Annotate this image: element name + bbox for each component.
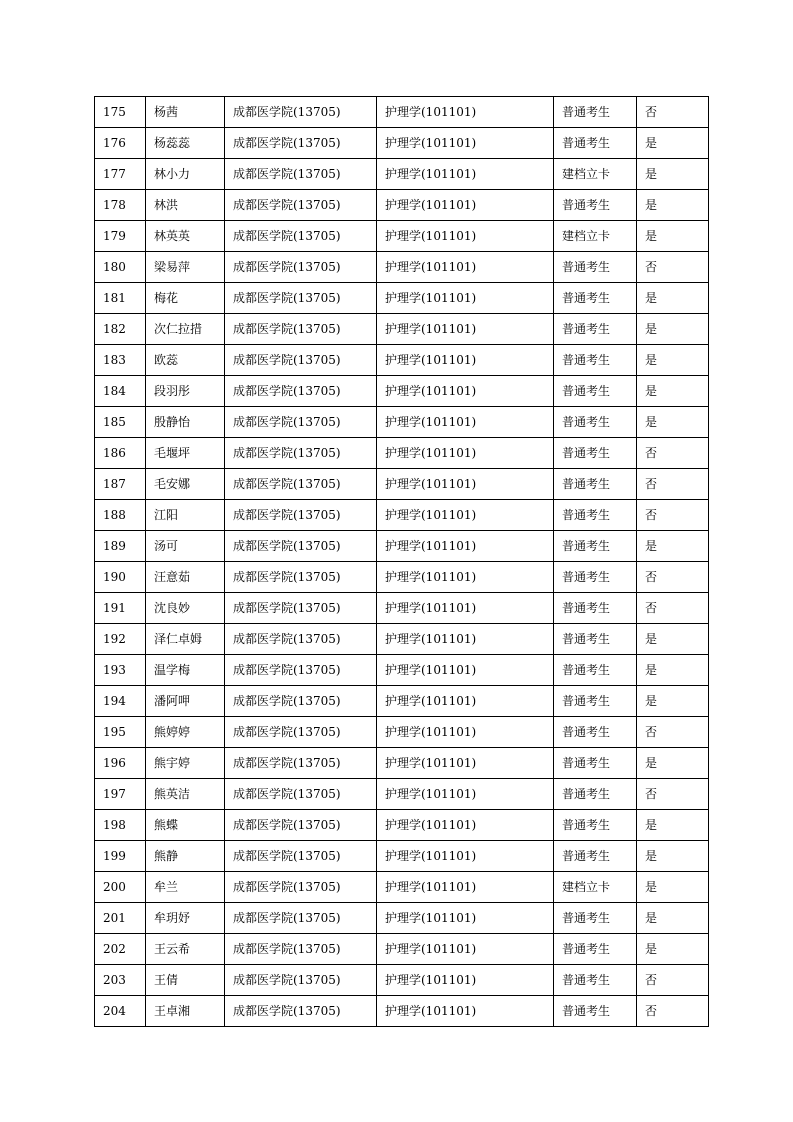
major-cell: 护理学(101101) bbox=[377, 717, 554, 748]
flag-cell: 否 bbox=[637, 500, 709, 531]
major-cell: 护理学(101101) bbox=[377, 221, 554, 252]
major-cell: 护理学(101101) bbox=[377, 872, 554, 903]
school-cell: 成都医学院(13705) bbox=[225, 376, 377, 407]
category-cell: 建档立卡 bbox=[554, 872, 637, 903]
row-number-cell: 181 bbox=[95, 283, 146, 314]
category-cell: 普通考生 bbox=[554, 934, 637, 965]
category-cell: 普通考生 bbox=[554, 345, 637, 376]
row-number-cell: 198 bbox=[95, 810, 146, 841]
major-cell: 护理学(101101) bbox=[377, 562, 554, 593]
flag-cell: 是 bbox=[637, 903, 709, 934]
row-number-cell: 179 bbox=[95, 221, 146, 252]
student-name-cell: 梅花 bbox=[146, 283, 225, 314]
table-row bbox=[95, 562, 709, 593]
row-number-cell: 193 bbox=[95, 655, 146, 686]
major-cell: 护理学(101101) bbox=[377, 593, 554, 624]
category-cell: 普通考生 bbox=[554, 376, 637, 407]
table-row bbox=[95, 624, 709, 655]
flag-cell: 是 bbox=[637, 810, 709, 841]
major-cell: 护理学(101101) bbox=[377, 686, 554, 717]
school-cell: 成都医学院(13705) bbox=[225, 686, 377, 717]
row-number-cell: 190 bbox=[95, 562, 146, 593]
flag-cell: 是 bbox=[637, 655, 709, 686]
table-row bbox=[95, 97, 709, 128]
row-number-cell: 183 bbox=[95, 345, 146, 376]
student-name-cell: 王卓湘 bbox=[146, 996, 225, 1027]
student-name-cell: 次仁拉措 bbox=[146, 314, 225, 345]
student-name-cell: 林小力 bbox=[146, 159, 225, 190]
flag-cell: 是 bbox=[637, 872, 709, 903]
flag-cell: 否 bbox=[637, 469, 709, 500]
row-number-cell: 187 bbox=[95, 469, 146, 500]
student-name-cell: 泽仁卓姆 bbox=[146, 624, 225, 655]
student-name-cell: 梁易萍 bbox=[146, 252, 225, 283]
category-cell: 普通考生 bbox=[554, 314, 637, 345]
row-number-cell: 189 bbox=[95, 531, 146, 562]
flag-cell: 否 bbox=[637, 593, 709, 624]
major-cell: 护理学(101101) bbox=[377, 97, 554, 128]
category-cell: 普通考生 bbox=[554, 252, 637, 283]
major-cell: 护理学(101101) bbox=[377, 779, 554, 810]
school-cell: 成都医学院(13705) bbox=[225, 221, 377, 252]
major-cell: 护理学(101101) bbox=[377, 314, 554, 345]
flag-cell: 否 bbox=[637, 438, 709, 469]
school-cell: 成都医学院(13705) bbox=[225, 407, 377, 438]
student-name-cell: 杨茜 bbox=[146, 97, 225, 128]
table-row bbox=[95, 376, 709, 407]
student-name-cell: 熊英洁 bbox=[146, 779, 225, 810]
student-name-cell: 汪意茹 bbox=[146, 562, 225, 593]
table-row bbox=[95, 252, 709, 283]
category-cell: 普通考生 bbox=[554, 996, 637, 1027]
category-cell: 普通考生 bbox=[554, 655, 637, 686]
school-cell: 成都医学院(13705) bbox=[225, 97, 377, 128]
row-number-cell: 199 bbox=[95, 841, 146, 872]
table-row bbox=[95, 221, 709, 252]
category-cell: 普通考生 bbox=[554, 190, 637, 221]
flag-cell: 是 bbox=[637, 314, 709, 345]
flag-cell: 是 bbox=[637, 934, 709, 965]
category-cell: 普通考生 bbox=[554, 562, 637, 593]
category-cell: 普通考生 bbox=[554, 531, 637, 562]
flag-cell: 是 bbox=[637, 345, 709, 376]
table-body bbox=[95, 97, 709, 1027]
flag-cell: 否 bbox=[637, 252, 709, 283]
student-name-cell: 段羽彤 bbox=[146, 376, 225, 407]
table-row bbox=[95, 996, 709, 1027]
row-number-cell: 195 bbox=[95, 717, 146, 748]
category-cell: 普通考生 bbox=[554, 841, 637, 872]
row-number-cell: 186 bbox=[95, 438, 146, 469]
major-cell: 护理学(101101) bbox=[377, 624, 554, 655]
category-cell: 普通考生 bbox=[554, 748, 637, 779]
table-row bbox=[95, 810, 709, 841]
flag-cell: 是 bbox=[637, 686, 709, 717]
major-cell: 护理学(101101) bbox=[377, 500, 554, 531]
category-cell: 普通考生 bbox=[554, 717, 637, 748]
school-cell: 成都医学院(13705) bbox=[225, 283, 377, 314]
row-number-cell: 178 bbox=[95, 190, 146, 221]
student-name-cell: 江阳 bbox=[146, 500, 225, 531]
flag-cell: 否 bbox=[637, 965, 709, 996]
student-name-cell: 牟玥妤 bbox=[146, 903, 225, 934]
school-cell: 成都医学院(13705) bbox=[225, 593, 377, 624]
row-number-cell: 201 bbox=[95, 903, 146, 934]
school-cell: 成都医学院(13705) bbox=[225, 314, 377, 345]
flag-cell: 是 bbox=[637, 159, 709, 190]
category-cell: 普通考生 bbox=[554, 593, 637, 624]
school-cell: 成都医学院(13705) bbox=[225, 500, 377, 531]
flag-cell: 是 bbox=[637, 407, 709, 438]
major-cell: 护理学(101101) bbox=[377, 376, 554, 407]
row-number-cell: 176 bbox=[95, 128, 146, 159]
student-roster-table bbox=[94, 96, 709, 1027]
major-cell: 护理学(101101) bbox=[377, 190, 554, 221]
student-name-cell: 王倩 bbox=[146, 965, 225, 996]
row-number-cell: 196 bbox=[95, 748, 146, 779]
student-name-cell: 殷静怡 bbox=[146, 407, 225, 438]
row-number-cell: 197 bbox=[95, 779, 146, 810]
category-cell: 普通考生 bbox=[554, 469, 637, 500]
flag-cell: 是 bbox=[637, 376, 709, 407]
school-cell: 成都医学院(13705) bbox=[225, 562, 377, 593]
table-row bbox=[95, 531, 709, 562]
student-name-cell: 欧蕊 bbox=[146, 345, 225, 376]
category-cell: 普通考生 bbox=[554, 903, 637, 934]
table-row bbox=[95, 283, 709, 314]
table-row bbox=[95, 190, 709, 221]
row-number-cell: 202 bbox=[95, 934, 146, 965]
category-cell: 建档立卡 bbox=[554, 159, 637, 190]
major-cell: 护理学(101101) bbox=[377, 748, 554, 779]
school-cell: 成都医学院(13705) bbox=[225, 159, 377, 190]
flag-cell: 是 bbox=[637, 190, 709, 221]
student-name-cell: 熊婷婷 bbox=[146, 717, 225, 748]
school-cell: 成都医学院(13705) bbox=[225, 469, 377, 500]
major-cell: 护理学(101101) bbox=[377, 345, 554, 376]
table-row bbox=[95, 903, 709, 934]
major-cell: 护理学(101101) bbox=[377, 965, 554, 996]
major-cell: 护理学(101101) bbox=[377, 407, 554, 438]
table-row bbox=[95, 159, 709, 190]
school-cell: 成都医学院(13705) bbox=[225, 190, 377, 221]
student-name-cell: 汤可 bbox=[146, 531, 225, 562]
row-number-cell: 203 bbox=[95, 965, 146, 996]
row-number-cell: 184 bbox=[95, 376, 146, 407]
category-cell: 普通考生 bbox=[554, 438, 637, 469]
table-row bbox=[95, 469, 709, 500]
major-cell: 护理学(101101) bbox=[377, 128, 554, 159]
row-number-cell: 182 bbox=[95, 314, 146, 345]
major-cell: 护理学(101101) bbox=[377, 934, 554, 965]
table-row bbox=[95, 407, 709, 438]
category-cell: 建档立卡 bbox=[554, 221, 637, 252]
school-cell: 成都医学院(13705) bbox=[225, 779, 377, 810]
flag-cell: 否 bbox=[637, 996, 709, 1027]
student-name-cell: 沈良妙 bbox=[146, 593, 225, 624]
major-cell: 护理学(101101) bbox=[377, 841, 554, 872]
student-name-cell: 牟兰 bbox=[146, 872, 225, 903]
category-cell: 普通考生 bbox=[554, 624, 637, 655]
flag-cell: 否 bbox=[637, 779, 709, 810]
row-number-cell: 180 bbox=[95, 252, 146, 283]
student-name-cell: 杨蕊蕊 bbox=[146, 128, 225, 159]
student-name-cell: 熊蝶 bbox=[146, 810, 225, 841]
major-cell: 护理学(101101) bbox=[377, 903, 554, 934]
row-number-cell: 200 bbox=[95, 872, 146, 903]
school-cell: 成都医学院(13705) bbox=[225, 934, 377, 965]
flag-cell: 否 bbox=[637, 562, 709, 593]
school-cell: 成都医学院(13705) bbox=[225, 252, 377, 283]
category-cell: 普通考生 bbox=[554, 407, 637, 438]
row-number-cell: 188 bbox=[95, 500, 146, 531]
major-cell: 护理学(101101) bbox=[377, 283, 554, 314]
table-row bbox=[95, 717, 709, 748]
row-number-cell: 191 bbox=[95, 593, 146, 624]
major-cell: 护理学(101101) bbox=[377, 438, 554, 469]
document-page bbox=[94, 96, 699, 1027]
table-row bbox=[95, 779, 709, 810]
table-row bbox=[95, 934, 709, 965]
school-cell: 成都医学院(13705) bbox=[225, 531, 377, 562]
school-cell: 成都医学院(13705) bbox=[225, 624, 377, 655]
category-cell: 普通考生 bbox=[554, 500, 637, 531]
category-cell: 普通考生 bbox=[554, 97, 637, 128]
flag-cell: 否 bbox=[637, 717, 709, 748]
flag-cell: 是 bbox=[637, 531, 709, 562]
school-cell: 成都医学院(13705) bbox=[225, 655, 377, 686]
school-cell: 成都医学院(13705) bbox=[225, 810, 377, 841]
major-cell: 护理学(101101) bbox=[377, 810, 554, 841]
table-row bbox=[95, 841, 709, 872]
student-name-cell: 熊宇婷 bbox=[146, 748, 225, 779]
school-cell: 成都医学院(13705) bbox=[225, 345, 377, 376]
major-cell: 护理学(101101) bbox=[377, 252, 554, 283]
school-cell: 成都医学院(13705) bbox=[225, 872, 377, 903]
row-number-cell: 192 bbox=[95, 624, 146, 655]
table-row bbox=[95, 438, 709, 469]
major-cell: 护理学(101101) bbox=[377, 159, 554, 190]
student-name-cell: 温学梅 bbox=[146, 655, 225, 686]
flag-cell: 是 bbox=[637, 221, 709, 252]
row-number-cell: 185 bbox=[95, 407, 146, 438]
flag-cell: 是 bbox=[637, 841, 709, 872]
student-name-cell: 林洪 bbox=[146, 190, 225, 221]
table-row bbox=[95, 686, 709, 717]
category-cell: 普通考生 bbox=[554, 779, 637, 810]
school-cell: 成都医学院(13705) bbox=[225, 903, 377, 934]
table-row bbox=[95, 314, 709, 345]
major-cell: 护理学(101101) bbox=[377, 469, 554, 500]
category-cell: 普通考生 bbox=[554, 965, 637, 996]
table-row bbox=[95, 500, 709, 531]
flag-cell: 否 bbox=[637, 97, 709, 128]
flag-cell: 是 bbox=[637, 624, 709, 655]
school-cell: 成都医学院(13705) bbox=[225, 717, 377, 748]
school-cell: 成都医学院(13705) bbox=[225, 128, 377, 159]
category-cell: 普通考生 bbox=[554, 810, 637, 841]
school-cell: 成都医学院(13705) bbox=[225, 996, 377, 1027]
major-cell: 护理学(101101) bbox=[377, 655, 554, 686]
table-row bbox=[95, 748, 709, 779]
table-row bbox=[95, 965, 709, 996]
row-number-cell: 177 bbox=[95, 159, 146, 190]
row-number-cell: 175 bbox=[95, 97, 146, 128]
table-row bbox=[95, 872, 709, 903]
flag-cell: 是 bbox=[637, 128, 709, 159]
school-cell: 成都医学院(13705) bbox=[225, 438, 377, 469]
category-cell: 普通考生 bbox=[554, 283, 637, 314]
table-row bbox=[95, 655, 709, 686]
category-cell: 普通考生 bbox=[554, 128, 637, 159]
student-name-cell: 王云希 bbox=[146, 934, 225, 965]
student-name-cell: 熊静 bbox=[146, 841, 225, 872]
flag-cell: 是 bbox=[637, 283, 709, 314]
row-number-cell: 194 bbox=[95, 686, 146, 717]
major-cell: 护理学(101101) bbox=[377, 996, 554, 1027]
row-number-cell: 204 bbox=[95, 996, 146, 1027]
table-row bbox=[95, 345, 709, 376]
category-cell: 普通考生 bbox=[554, 686, 637, 717]
school-cell: 成都医学院(13705) bbox=[225, 748, 377, 779]
table-row bbox=[95, 593, 709, 624]
student-name-cell: 林英英 bbox=[146, 221, 225, 252]
school-cell: 成都医学院(13705) bbox=[225, 841, 377, 872]
student-name-cell: 毛堰坪 bbox=[146, 438, 225, 469]
major-cell: 护理学(101101) bbox=[377, 531, 554, 562]
table-row bbox=[95, 128, 709, 159]
student-name-cell: 毛安娜 bbox=[146, 469, 225, 500]
student-name-cell: 潘阿呷 bbox=[146, 686, 225, 717]
flag-cell: 是 bbox=[637, 748, 709, 779]
school-cell: 成都医学院(13705) bbox=[225, 965, 377, 996]
